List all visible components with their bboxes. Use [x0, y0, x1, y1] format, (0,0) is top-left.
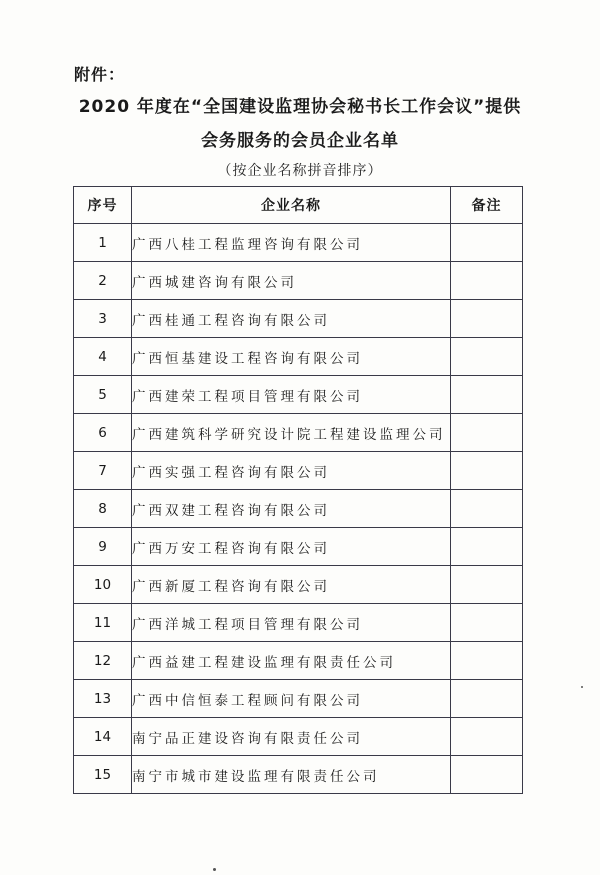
remarks-cell [451, 680, 523, 718]
company-name: 广西建荣工程项目管理有限公司 [132, 376, 451, 414]
company-name: 广西实强工程咨询有限公司 [132, 452, 451, 490]
attachment-label: 附件： [74, 65, 126, 84]
header-remarks: 备注 [451, 187, 523, 224]
header-company-name: 企业名称 [132, 187, 451, 224]
company-name: 南宁市城市建设监理有限责任公司 [132, 756, 451, 794]
remarks-cell [451, 300, 523, 338]
table-row [74, 566, 523, 604]
table-row [74, 300, 523, 338]
remarks-cell [451, 604, 523, 642]
company-name: 广西桂通工程咨询有限公司 [132, 300, 451, 338]
row-number: 13 [74, 680, 132, 718]
company-name: 广西双建工程咨询有限公司 [132, 490, 451, 528]
remarks-cell [451, 414, 523, 452]
table-row [74, 642, 523, 680]
remarks-cell [451, 528, 523, 566]
document-subtitle: （按企业名称拼音排序） [217, 163, 383, 179]
table-header-row [74, 187, 523, 224]
company-name: 广西新厦工程咨询有限公司 [132, 566, 451, 604]
row-number: 6 [74, 414, 132, 452]
table-row [74, 262, 523, 300]
row-number: 10 [74, 566, 132, 604]
company-name: 广西八桂工程监理咨询有限公司 [132, 224, 451, 262]
table-row [74, 224, 523, 262]
document-title-line2: 会务服务的会员企业名单 [201, 131, 399, 151]
remarks-cell [451, 338, 523, 376]
remarks-cell [451, 566, 523, 604]
table-row [74, 376, 523, 414]
company-name: 广西中信恒泰工程顾问有限公司 [132, 680, 451, 718]
row-number: 14 [74, 718, 132, 756]
scan-speck [581, 686, 583, 688]
table-row [74, 604, 523, 642]
remarks-cell [451, 262, 523, 300]
company-name: 广西益建工程建设监理有限责任公司 [132, 642, 451, 680]
document-title-line1: 2020 年度在“全国建设监理协会秘书长工作会议”提供 [78, 97, 522, 117]
company-name: 广西恒基建设工程咨询有限公司 [132, 338, 451, 376]
row-number: 12 [74, 642, 132, 680]
table-row [74, 414, 523, 452]
remarks-cell [451, 224, 523, 262]
row-number: 8 [74, 490, 132, 528]
scan-speck [213, 868, 216, 871]
remarks-cell [451, 376, 523, 414]
row-number: 1 [74, 224, 132, 262]
company-name: 广西城建咨询有限公司 [132, 262, 451, 300]
row-number: 4 [74, 338, 132, 376]
table-row [74, 680, 523, 718]
row-number: 7 [74, 452, 132, 490]
row-number: 3 [74, 300, 132, 338]
table-row [74, 490, 523, 528]
table-row [74, 528, 523, 566]
row-number: 11 [74, 604, 132, 642]
company-name: 广西建筑科学研究设计院工程建设监理公司 [132, 414, 451, 452]
remarks-cell [451, 756, 523, 794]
table-row [74, 452, 523, 490]
table-row [74, 756, 523, 794]
company-name: 广西洋城工程项目管理有限公司 [132, 604, 451, 642]
remarks-cell [451, 490, 523, 528]
header-serial-number: 序号 [74, 187, 132, 224]
member-company-table [73, 186, 523, 794]
row-number: 9 [74, 528, 132, 566]
row-number: 5 [74, 376, 132, 414]
row-number: 15 [74, 756, 132, 794]
company-name: 南宁品正建设咨询有限责任公司 [132, 718, 451, 756]
company-name: 广西万安工程咨询有限公司 [132, 528, 451, 566]
table-row [74, 718, 523, 756]
remarks-cell [451, 718, 523, 756]
table-row [74, 338, 523, 376]
row-number: 2 [74, 262, 132, 300]
remarks-cell [451, 642, 523, 680]
remarks-cell [451, 452, 523, 490]
